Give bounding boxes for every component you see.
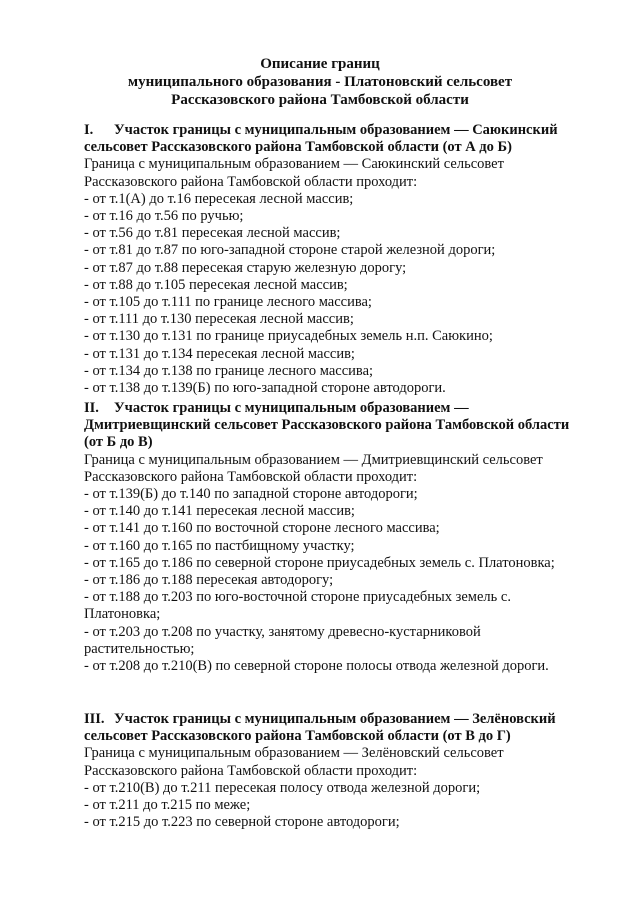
list-item: - от т.105 до т.111 по границе лесного массива; [84,294,372,311]
document-title [60,55,580,109]
boundary-list [84,191,604,397]
intro-line: Рассказовского района Тамбовской области проходит: [84,173,418,190]
list-item: - от т.111 до т.130 пересекая лесной массив; [84,311,354,328]
heading-line: Участок границы с муниципальным образованием — Зелёновский [114,711,556,727]
list-item: - от т.134 до т.138 по границе лесного массива; [84,362,374,379]
heading-line: (от Б до В) [84,434,153,451]
list-item: - от т.88 до т.105 пересекая лесной массив; [84,276,348,293]
section-heading [84,400,604,452]
heading-line: сельсовет Рассказовского района Тамбовской области (от А до Б) [84,139,512,156]
boundary-list [84,780,604,832]
list-item: - от т.188 до т.203 по юго-восточной стороне приусадебных земель с. [84,589,511,606]
heading-line: Участок границы с муниципальным образованием — [114,400,469,416]
heading-line: Дмитриевщинский сельсовет Рассказовского района Тамбовской области [84,417,570,434]
list-item: - от т.140 до т.141 пересекая лесной массив; [84,503,355,520]
list-item: - от т.203 до т.208 по участку, занятому древесно-кустарниковой [84,623,481,640]
section-number: II. [84,400,99,416]
list-item: - от т.139(Б) до т.140 по западной стороне автодороги; [84,486,418,503]
title-line: Рассказовского района Тамбовской области [171,92,469,108]
list-item: растительностью; [84,640,195,657]
section-intro [84,156,604,190]
section-intro [84,452,604,486]
heading-line: Участок границы с муниципальным образованием — Саюкинский [114,122,558,138]
section-2 [84,400,604,675]
title-line: Описание границ [260,56,380,72]
section-heading [84,711,604,745]
intro-line: Граница с муниципальным образованием — Зелёновский сельсовет [84,745,504,762]
list-item: - от т.1(А) до т.16 пересекая лесной массив; [84,190,354,207]
intro-line: Граница с муниципальным образованием — Дмитриевщинский сельсовет [84,451,543,468]
boundary-list [84,486,604,675]
section-1 [84,122,604,397]
section-heading [84,122,604,156]
list-item: - от т.215 до т.223 по северной стороне автодороги; [84,814,400,831]
list-item: - от т.160 до т.165 по пастбищному участку; [84,537,355,554]
section-intro [84,745,604,779]
list-item: - от т.81 до т.87 по юго-западной стороне старой железной дороги; [84,242,496,259]
list-item: - от т.210(В) до т.211 пересекая полосу отвода железной дороги; [84,779,481,796]
list-item: - от т.56 до т.81 пересекая лесной массив; [84,225,341,242]
list-item: - от т.87 до т.88 пересекая старую железную дорогу; [84,259,407,276]
list-item: - от т.165 до т.186 по северной стороне приусадебных земель с. Платоновка; [84,554,555,571]
list-item: - от т.16 до т.56 по ручью; [84,208,244,225]
section-number: I. [84,122,94,138]
heading-line: сельсовет Рассказовского района Тамбовской области (от В до Г) [84,728,511,745]
list-item: - от т.211 до т.215 по меже; [84,797,251,814]
intro-line: Граница с муниципальным образованием — Саюкинский сельсовет [84,156,504,173]
title-line: муниципального образования - Платоновский сельсовет [127,74,513,90]
section-3 [84,711,604,831]
intro-line: Рассказовского района Тамбовской области проходит: [84,762,418,779]
list-item: - от т.208 до т.210(В) по северной стороне полосы отвода железной дороги. [84,658,549,675]
section-number: III. [84,711,105,727]
intro-line: Рассказовского района Тамбовской области проходит: [84,468,418,485]
list-item: - от т.131 до т.134 пересекая лесной массив; [84,345,355,362]
list-item: - от т.138 до т.139(Б) по юго-западной стороне автодороги. [84,380,446,397]
list-item: - от т.130 до т.131 по границе приусадебных земель н.п. Саюкино; [84,328,493,345]
list-item: - от т.141 до т.160 по восточной стороне лесного массива; [84,520,440,537]
list-item: Платоновка; [84,606,161,623]
list-item: - от т.186 до т.188 пересекая автодорогу; [84,572,334,589]
